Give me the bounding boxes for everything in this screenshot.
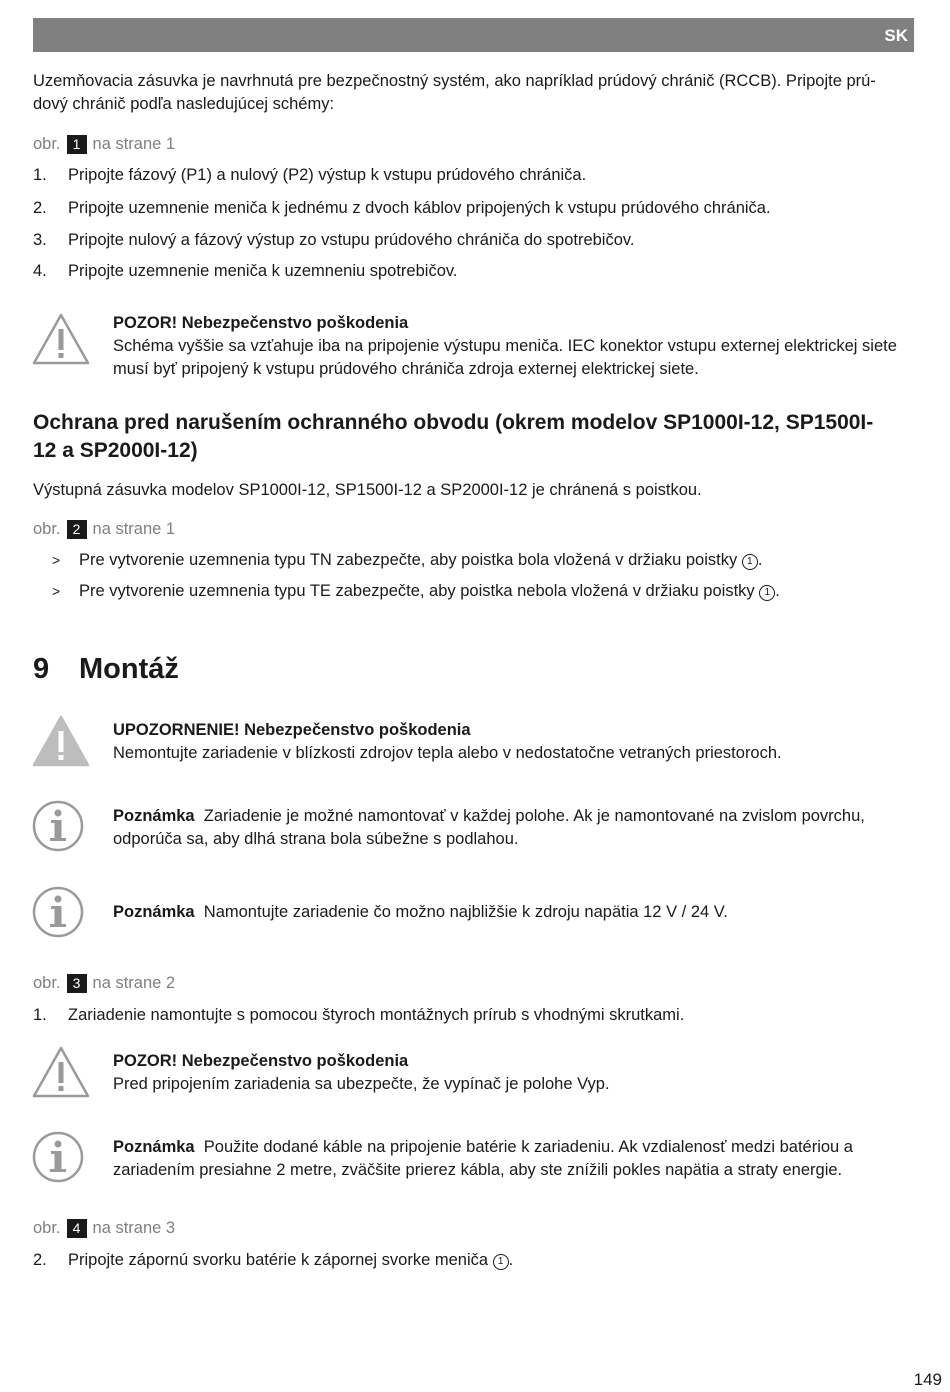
warning-triangle-outline-icon (32, 1045, 90, 1099)
figure-number: 3 (67, 974, 87, 993)
figure-ref-3: obr. 3 na strane 2 (33, 974, 176, 992)
note (113, 1136, 913, 1182)
figure-number: 2 (67, 520, 87, 539)
caution-title: POZOR! Nebezpečenstvo poškodenia (113, 1052, 409, 1070)
figure-number: 4 (67, 1219, 87, 1238)
caution-notice (113, 1050, 913, 1096)
figure-ref-4: obr. 4 na strane 3 (33, 1219, 176, 1237)
page-number: 149 (913, 1370, 942, 1389)
note (113, 805, 913, 851)
list-item: 4. Pripojte uzemnenie meniča k uzemneniu spotrebičov. (33, 262, 458, 280)
chapter-number: 9 (33, 653, 50, 685)
chapter-heading (33, 652, 179, 686)
intro-paragraph: Uzemňovacia zásuvka je navrhnutá pre bezpečnostný systém, ako napríklad prúdový chránič (RCCB). Pripojte prú-dový chránič podľa nasledujúcej schémy: (33, 72, 876, 113)
figure-ref-1: obr. 1 na strane 1 (33, 135, 176, 153)
list-item: 2. Pripojte zápornú svorku batérie k zápornej svorke meniča 1 . (33, 1251, 514, 1269)
figure-ref-2: obr. 2 na strane 1 (33, 520, 176, 538)
warning-triangle-outline-icon (32, 312, 90, 366)
info-circle-icon (32, 800, 84, 852)
chevron-right-icon: > (52, 552, 61, 568)
note-text: Použite dodané káble na pripojenie batérie k zariadeniu. Ak vzdialenosť medzi batériou a zariadením presiahne 2 metre, zväčšite prierez kábla, aby ste znížili pokles napätia a straty energie. (113, 1138, 853, 1179)
callout-number: 1 (759, 585, 775, 601)
caution-text: Schéma vyššie sa vzťahuje iba na pripojenie výstupu meniča. IEC konektor vstupu externej elektrickej siete musí byť pripojený k vstupu prúdového chrániča zdroja externej elektrickej siete. (113, 337, 897, 378)
warning-triangle-filled-icon (32, 714, 90, 768)
list-item: 1. Zariadenie namontujte s pomocou štyroch montážnych prírub s vhodnými skrutkami. (33, 1006, 685, 1024)
note-label: Poznámka (113, 807, 195, 825)
caution-notice (113, 312, 913, 381)
warning-text: Nemontujte zariadenie v blízkosti zdrojov tepla alebo v nedostatočne vetraných priestoroch. (113, 744, 782, 762)
list-item: > Pre vytvorenie uzemnenia typu TN zabezpečte, aby poistka bola vložená v držiaku poistky 1 . (52, 549, 912, 572)
info-circle-icon (32, 1131, 84, 1183)
list-item: > Pre vytvorenie uzemnenia typu TE zabezpečte, aby poistka nebola vložená v držiaku poistky 1 . (52, 580, 912, 603)
note-text: Zariadenie je možné namontovať v každej polohe. Ak je namontované na zvislom povrchu, odporúča sa, aby dlhá strana bola súbežne s podlahou. (113, 807, 865, 848)
note (113, 901, 913, 924)
list-item: 2. Pripojte uzemnenie meniča k jednému z dvoch káblov pripojených k vstupu prúdového chrániča. (33, 199, 771, 217)
warning-notice (113, 719, 913, 765)
language-header-bar (33, 18, 914, 52)
note-label: Poznámka (113, 1138, 195, 1156)
list-item: 3. Pripojte nulový a fázový výstup zo vstupu prúdového chrániča do spotrebičov. (33, 231, 635, 249)
section-paragraph: Výstupná zásuvka modelov SP1000I-12, SP1500I-12 a SP2000I-12 je chránená s poistkou. (33, 481, 702, 499)
info-circle-icon (32, 886, 84, 938)
callout-number: 1 (493, 1254, 509, 1270)
chapter-title: Montáž (79, 653, 179, 685)
note-text: Namontujte zariadenie čo možno najbližšie k zdroju napätia 12 V / 24 V. (203, 903, 728, 921)
language-code: SK (884, 25, 908, 45)
figure-number: 1 (67, 135, 87, 154)
list-item: 1. Pripojte fázový (P1) a nulový (P2) výstup k vstupu prúdového chrániča. (33, 166, 587, 184)
caution-text: Pred pripojením zariadenia sa ubezpečte, že vypínač je polohe Vyp. (113, 1075, 610, 1093)
callout-number: 1 (742, 554, 758, 570)
note-label: Poznámka (113, 903, 195, 921)
section-heading: Ochrana pred narušením ochranného obvodu (okrem modelov SP1000I-12, SP1500I-12 a SP2000I-12) (33, 411, 874, 462)
caution-title: POZOR! Nebezpečenstvo poškodenia (113, 314, 409, 332)
chevron-right-icon: > (52, 583, 61, 599)
warning-title: UPOZORNENIE! Nebezpečenstvo poškodenia (113, 721, 471, 739)
